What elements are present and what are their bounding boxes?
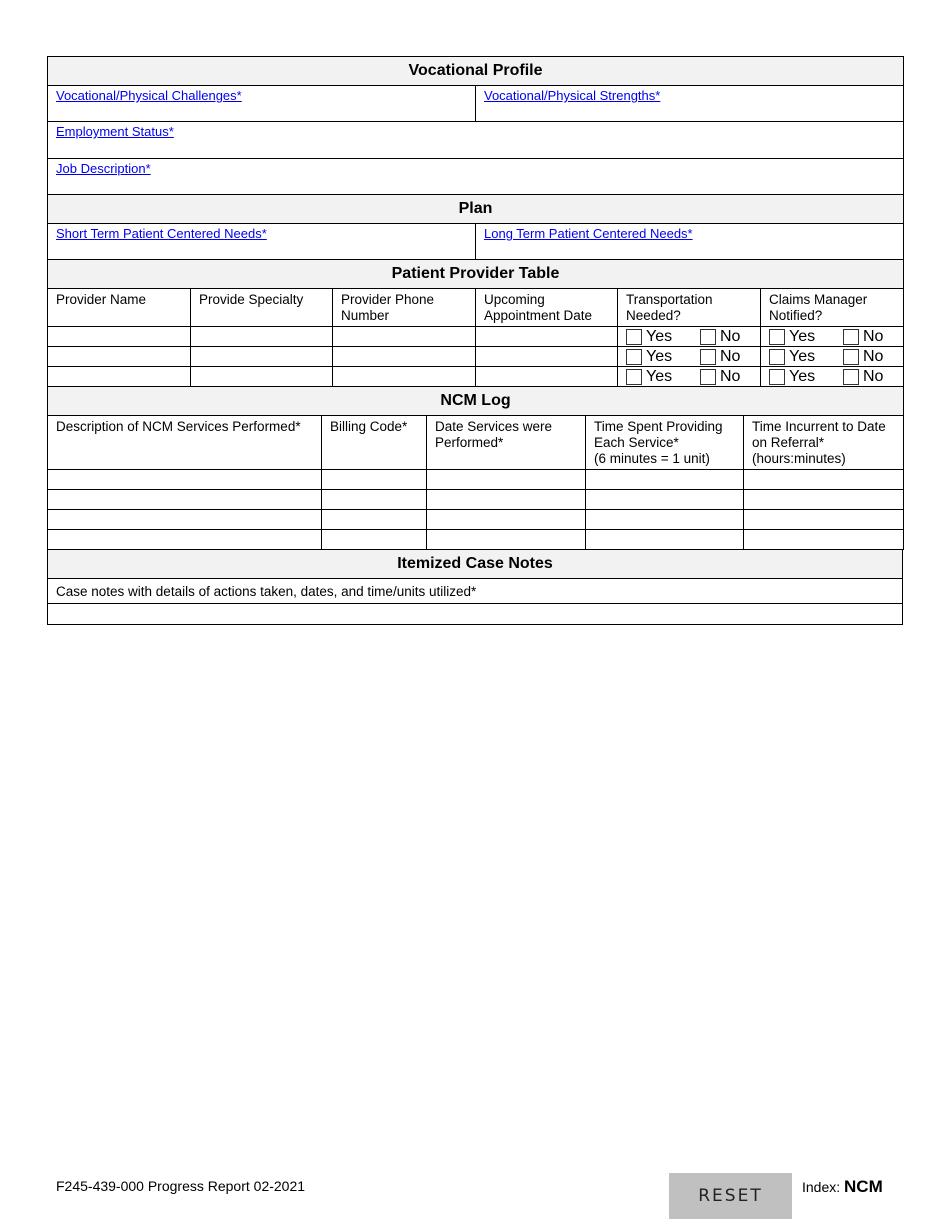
provider-name-header: Provider Name xyxy=(48,289,191,327)
time-spent-cell[interactable] xyxy=(586,490,744,510)
time-spent-cell[interactable] xyxy=(586,510,744,530)
claims-yes-option[interactable] xyxy=(769,368,843,386)
transport-no-option[interactable] xyxy=(700,328,752,346)
provider-name-cell[interactable] xyxy=(48,367,191,387)
transportation-header: Transportation Needed? xyxy=(618,289,761,327)
vocational-plan-table xyxy=(47,56,904,260)
job-description-label[interactable]: Job Description* xyxy=(56,161,151,176)
appointment-date-cell[interactable] xyxy=(476,367,618,387)
claims-yes-checkbox[interactable] xyxy=(769,369,785,385)
claims-manager-header: Claims Manager Notified? xyxy=(761,289,904,327)
claims-cell xyxy=(761,347,904,367)
yes-label: Yes xyxy=(789,327,816,345)
date-performed-cell[interactable] xyxy=(427,490,586,510)
no-label: No xyxy=(863,367,884,385)
plan-title: Plan xyxy=(48,195,904,224)
provider-phone-cell[interactable] xyxy=(333,327,476,347)
challenges-label[interactable]: Vocational/Physical Challenges* xyxy=(56,88,242,103)
transportation-cell xyxy=(618,327,761,347)
provider-specialty-cell[interactable] xyxy=(191,367,333,387)
yes-label: Yes xyxy=(646,327,673,345)
transport-no-checkbox[interactable] xyxy=(700,349,716,365)
time-incurred-line: (hours:minutes) xyxy=(752,451,846,466)
transport-no-option[interactable] xyxy=(700,368,752,386)
time-incurred-header xyxy=(744,416,904,470)
index-indicator xyxy=(802,1177,883,1197)
no-label: No xyxy=(863,327,884,345)
ncm-log-table xyxy=(47,386,904,550)
appointment-date-cell[interactable] xyxy=(476,327,618,347)
claims-yes-checkbox[interactable] xyxy=(769,329,785,345)
employment-status-field[interactable] xyxy=(48,122,904,159)
ncm-description-header: Description of NCM Services Performed* xyxy=(48,416,322,470)
provider-name-cell[interactable] xyxy=(48,327,191,347)
date-performed-cell[interactable] xyxy=(427,510,586,530)
time-incurred-cell[interactable] xyxy=(744,530,904,550)
transport-no-checkbox[interactable] xyxy=(700,329,716,345)
long-term-needs-field[interactable] xyxy=(476,224,904,260)
transport-yes-option[interactable] xyxy=(626,368,700,386)
billing-code-cell[interactable] xyxy=(322,510,427,530)
transport-no-option[interactable] xyxy=(700,348,752,366)
claims-no-checkbox[interactable] xyxy=(843,349,859,365)
provider-specialty-header: Provide Specialty xyxy=(191,289,333,327)
provider-row xyxy=(48,327,904,347)
vocational-profile-title: Vocational Profile xyxy=(48,57,904,86)
case-notes-title: Itemized Case Notes xyxy=(48,550,903,579)
appointment-date-cell[interactable] xyxy=(476,347,618,367)
claims-no-checkbox[interactable] xyxy=(843,369,859,385)
claims-no-option[interactable] xyxy=(843,368,895,386)
ncm-description-cell[interactable] xyxy=(48,510,322,530)
date-performed-header: Date Services were Performed* xyxy=(427,416,586,470)
claims-no-option[interactable] xyxy=(843,348,895,366)
time-spent-line: (6 minutes = 1 unit) xyxy=(594,451,710,466)
progress-report-form xyxy=(47,56,903,625)
provider-phone-header: Provider Phone Number xyxy=(333,289,476,327)
ncm-log-row xyxy=(48,510,904,530)
yes-label: Yes xyxy=(646,347,673,365)
provider-table-title: Patient Provider Table xyxy=(48,260,904,289)
claims-no-checkbox[interactable] xyxy=(843,329,859,345)
ncm-description-cell[interactable] xyxy=(48,530,322,550)
reset-button[interactable]: RESET xyxy=(669,1173,792,1219)
yes-label: Yes xyxy=(646,367,673,385)
transportation-cell xyxy=(618,347,761,367)
provider-row xyxy=(48,347,904,367)
billing-code-cell[interactable] xyxy=(322,490,427,510)
appointment-date-header: Upcoming Appointment Date xyxy=(476,289,618,327)
claims-cell xyxy=(761,327,904,347)
provider-specialty-cell[interactable] xyxy=(191,347,333,367)
time-incurred-cell[interactable] xyxy=(744,510,904,530)
ncm-log-row xyxy=(48,490,904,510)
time-incurred-line: on Referral* xyxy=(752,435,825,450)
ncm-log-title: NCM Log xyxy=(48,387,904,416)
date-performed-cell[interactable] xyxy=(427,530,586,550)
index-label: Index: xyxy=(802,1179,841,1195)
long-term-needs-label[interactable]: Long Term Patient Centered Needs* xyxy=(484,226,693,241)
short-term-needs-label[interactable]: Short Term Patient Centered Needs* xyxy=(56,226,267,241)
claims-yes-option[interactable] xyxy=(769,328,843,346)
claims-cell xyxy=(761,367,904,387)
claims-yes-option[interactable] xyxy=(769,348,843,366)
provider-specialty-cell[interactable] xyxy=(191,327,333,347)
no-label: No xyxy=(720,367,741,385)
transport-yes-checkbox[interactable] xyxy=(626,369,642,385)
ncm-log-row xyxy=(48,530,904,550)
employment-status-label[interactable]: Employment Status* xyxy=(56,124,174,139)
time-incurred-line: Time Incurrent to Date xyxy=(752,419,886,434)
time-incurred-cell[interactable] xyxy=(744,470,904,490)
provider-row xyxy=(48,367,904,387)
transport-yes-option[interactable] xyxy=(626,328,700,346)
time-spent-line: Time Spent Providing xyxy=(594,419,723,434)
billing-code-cell[interactable] xyxy=(322,530,427,550)
no-label: No xyxy=(863,347,884,365)
date-performed-cell[interactable] xyxy=(427,470,586,490)
case-notes-input[interactable] xyxy=(48,604,903,625)
short-term-needs-field[interactable] xyxy=(48,224,476,260)
transport-yes-option[interactable] xyxy=(626,348,700,366)
provider-phone-cell[interactable] xyxy=(333,347,476,367)
no-label: No xyxy=(720,327,741,345)
time-spent-cell[interactable] xyxy=(586,470,744,490)
index-value: NCM xyxy=(844,1177,883,1196)
billing-code-header: Billing Code* xyxy=(322,416,427,470)
transport-yes-checkbox[interactable] xyxy=(626,349,642,365)
provider-name-cell[interactable] xyxy=(48,347,191,367)
case-notes-label: Case notes with details of actions taken, dates, and time/units utilized* xyxy=(48,579,903,604)
time-spent-cell[interactable] xyxy=(586,530,744,550)
case-notes-table xyxy=(47,549,903,625)
transport-yes-checkbox[interactable] xyxy=(626,329,642,345)
provider-phone-cell[interactable] xyxy=(333,367,476,387)
challenges-field[interactable] xyxy=(48,86,476,122)
time-incurred-cell[interactable] xyxy=(744,490,904,510)
form-id-text: F245-439-000 Progress Report 02-2021 xyxy=(56,1178,306,1194)
billing-code-cell[interactable] xyxy=(322,470,427,490)
claims-yes-checkbox[interactable] xyxy=(769,349,785,365)
job-description-field[interactable] xyxy=(48,159,904,195)
ncm-description-cell[interactable] xyxy=(48,470,322,490)
provider-table xyxy=(47,259,904,387)
strengths-label[interactable]: Vocational/Physical Strengths* xyxy=(484,88,661,103)
ncm-description-cell[interactable] xyxy=(48,490,322,510)
strengths-field[interactable] xyxy=(476,86,904,122)
no-label: No xyxy=(720,347,741,365)
time-spent-line: Each Service* xyxy=(594,435,679,450)
transportation-cell xyxy=(618,367,761,387)
yes-label: Yes xyxy=(789,367,816,385)
claims-no-option[interactable] xyxy=(843,328,895,346)
yes-label: Yes xyxy=(789,347,816,365)
transport-no-checkbox[interactable] xyxy=(700,369,716,385)
ncm-log-row xyxy=(48,470,904,490)
time-spent-header xyxy=(586,416,744,470)
